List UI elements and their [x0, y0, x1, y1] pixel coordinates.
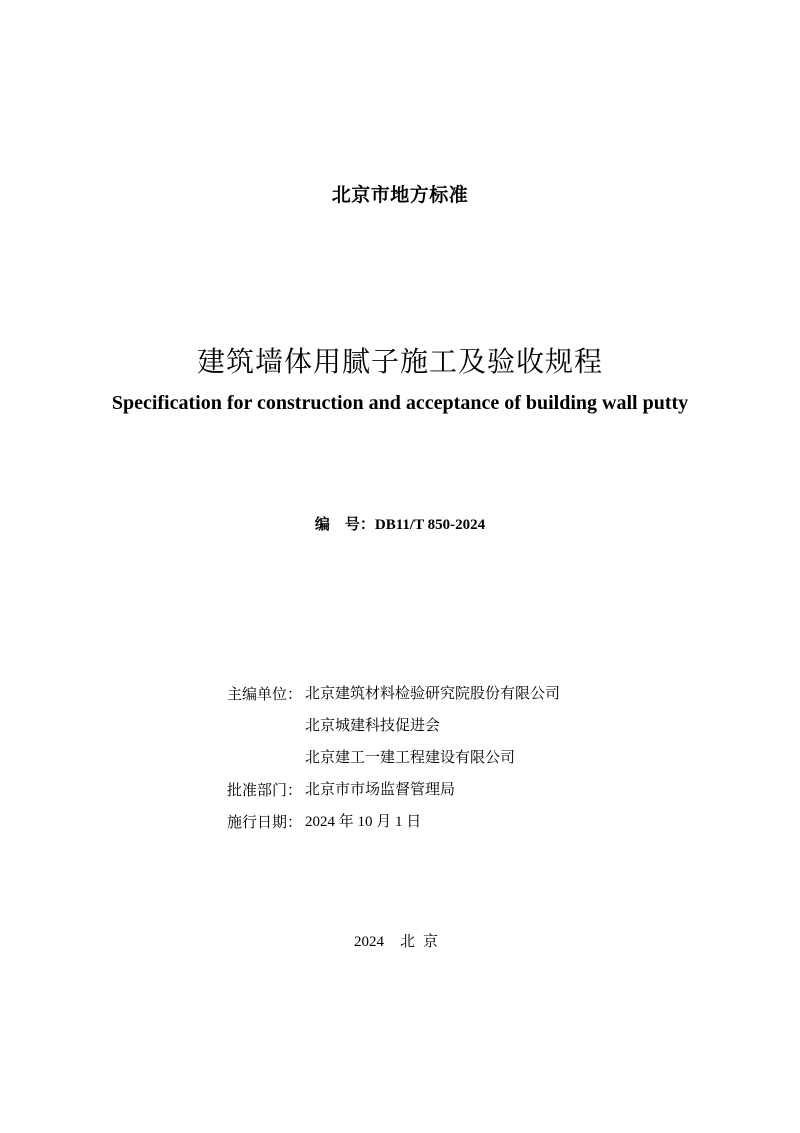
effective-date-label: 施行日期：	[227, 813, 303, 831]
editor-name: 北京城建科技促进会	[305, 718, 441, 734]
standard-type-heading: 北京市地方标准	[331, 184, 469, 206]
effective-date: 2024 年 10 月 1 日	[305, 814, 422, 830]
effective-date-row	[227, 806, 560, 838]
approval-label: 批准部门：	[227, 781, 303, 799]
standard-code-value: DB11/T 850-2024	[374, 517, 486, 533]
document-info-block	[227, 678, 560, 838]
standard-code-label: 编 号：	[314, 515, 375, 533]
document-title-chinese: 建筑墙体用腻子施工及验收规程	[196, 345, 603, 378]
approval-department: 北京市市场监督管理局	[305, 782, 456, 798]
editor-row	[227, 710, 560, 742]
publication-city: 北京	[399, 932, 446, 950]
editor-row	[227, 678, 560, 710]
editor-row	[227, 742, 560, 774]
editor-name: 北京建筑材料检验研究院股份有限公司	[305, 686, 561, 702]
document-title-english: Specification for construction and acceptance of building wall putty	[111, 392, 689, 414]
publication-year: 2024	[353, 934, 384, 950]
editor-name: 北京建工一建工程建设有限公司	[305, 750, 516, 766]
approval-row	[227, 774, 560, 806]
standard-code	[0, 513, 800, 534]
editor-label: 主编单位：	[227, 685, 303, 703]
publication-footer	[0, 930, 800, 951]
